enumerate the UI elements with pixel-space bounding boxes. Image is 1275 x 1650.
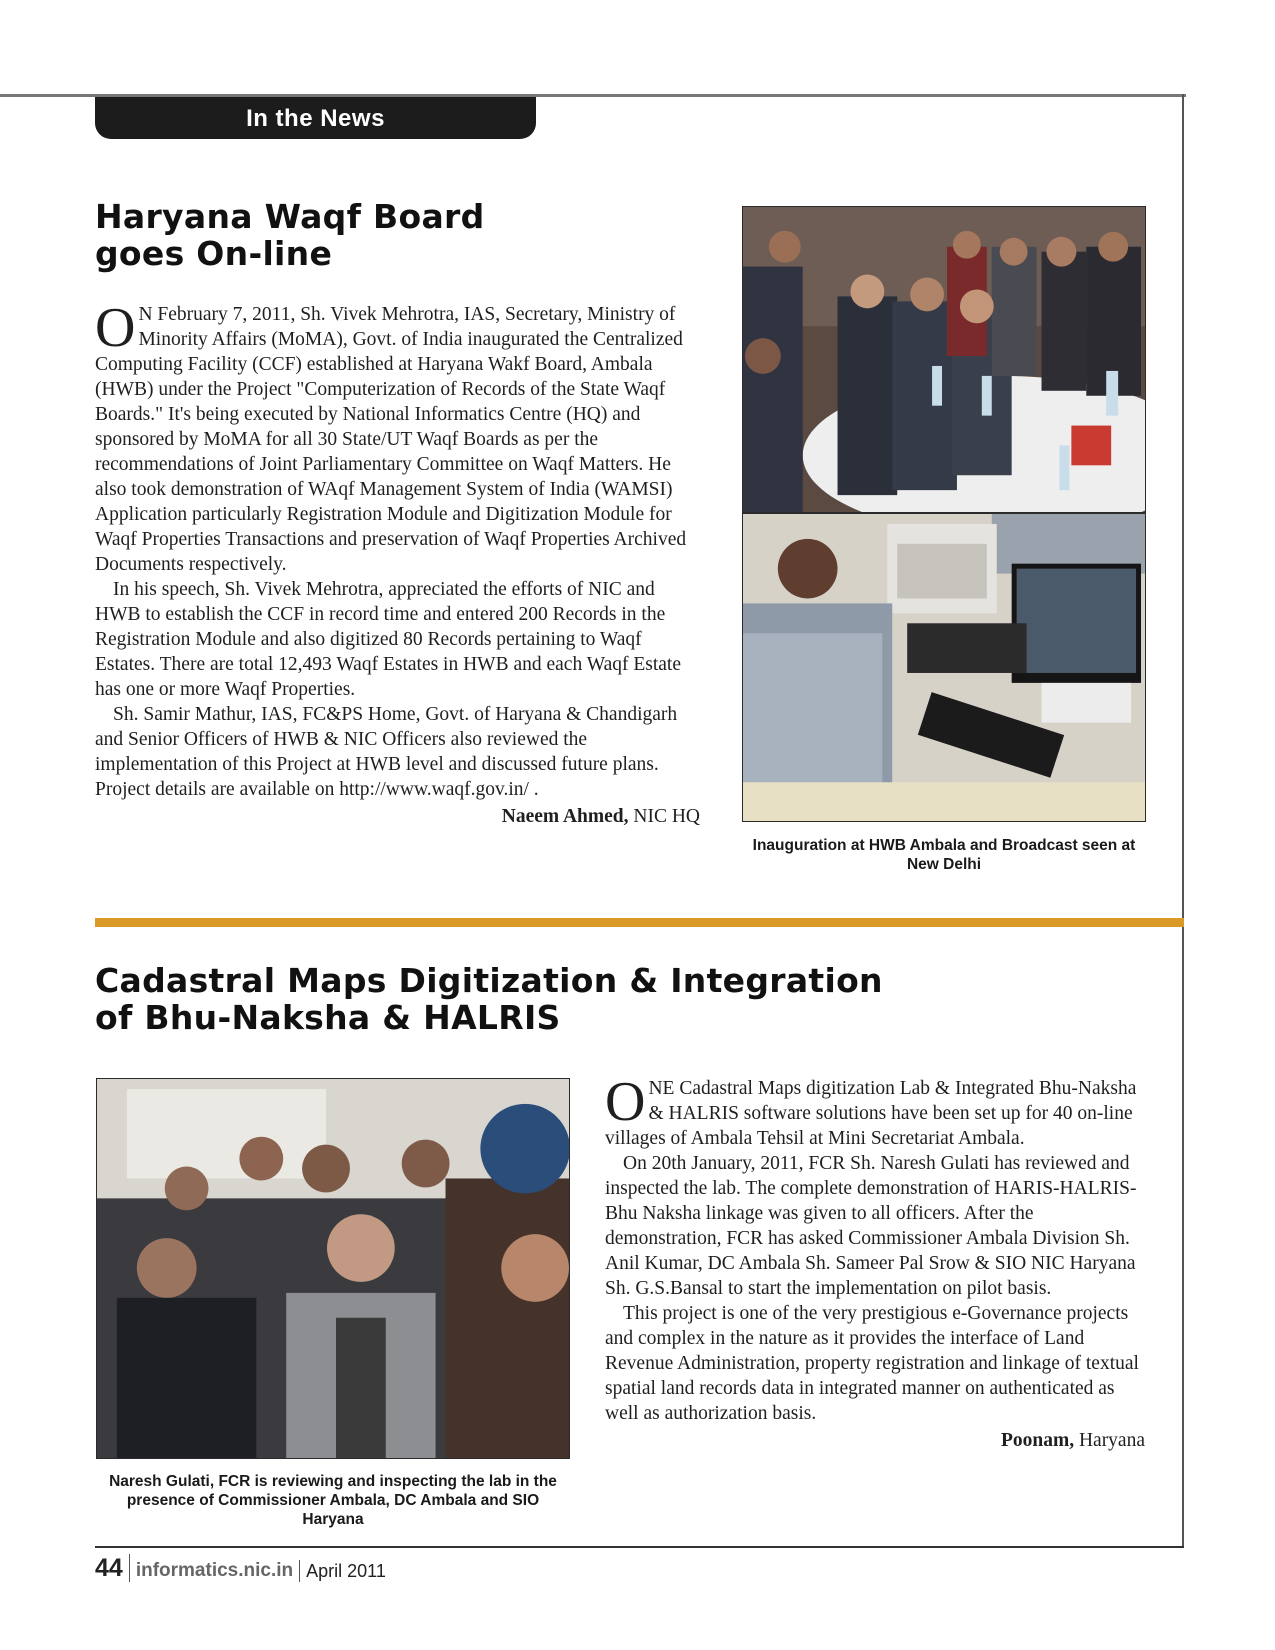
- dropcap: O: [95, 297, 136, 359]
- article-1-title-line-1: Haryana Waqf Board: [95, 197, 485, 236]
- article-1-paragraph-1: [95, 297, 700, 577]
- article-1-title: [95, 198, 695, 272]
- article-2-paragraph-3: This project is one of the very prestigious e-Governance projects and complex in the nature as it provides the interface of Land Revenue Administration, property registration and linkage of textual spatial land records data in integrated manner on authenticated as well as authorization basis.: [605, 1303, 1139, 1424]
- article-2-title: [95, 962, 995, 1036]
- article-1-body: [95, 297, 700, 829]
- article-2-title-line-2: of Bhu-Naksha & HALRIS: [95, 998, 561, 1037]
- lab-inspection-photo: [96, 1078, 570, 1459]
- article-1-paragraph-3: Sh. Samir Mathur, IAS, FC&PS Home, Govt. of Haryana & Chandigarh and Senior Officers of HWB & NIC Officers also reviewed the implementation of this Project at HWB level and discussed future plans. Project details are available on http://www.waqf.gov.in/ .: [95, 704, 678, 800]
- site-link[interactable]: informatics.nic.in: [130, 1560, 300, 1582]
- article-2-body: [605, 1071, 1145, 1453]
- article-2-byline: [605, 1428, 1145, 1453]
- photo-caption-2: Naresh Gulati, FCR is reviewing and inspecting the lab in the presence of Commissioner Ambala, DC Ambala and SIO Haryana: [109, 1473, 557, 1528]
- author-org: NIC HQ: [633, 806, 700, 827]
- right-margin-rule: [1182, 94, 1184, 1548]
- photo-caption-1: Inauguration at HWB Ambala and Broadcast seen at New Delhi: [752, 837, 1136, 873]
- issue-date: April 2011: [306, 1561, 386, 1581]
- author-name: Poonam,: [1000, 1430, 1075, 1451]
- article-2-paragraph-2: On 20th January, 2011, FCR Sh. Naresh Gulati has reviewed and inspected the lab. The complete demonstration of HARIS-HALRIS-Bhu Naksha linkage was given to all officers. After the demonstration, FCR has asked Commissioner Ambala Division Sh. Anil Kumar, DC Ambala Sh. Sameer Pal Srow & SIO NIC Haryana Sh. G.S.Bansal to start the implementation on pilot basis.: [605, 1153, 1137, 1299]
- page-footer: [95, 1552, 386, 1582]
- article-2-paragraph-1-text: NE Cadastral Maps digitization Lab & Integrated Bhu-Naksha & HALRIS software solutions have been set up for 40 on-line villages of Ambala Tehsil at Mini Secretariat Ambala.: [605, 1078, 1137, 1149]
- bottom-rule: [95, 1546, 1184, 1548]
- article-2-title-line-1: Cadastral Maps Digitization & Integration: [95, 961, 883, 1000]
- dropcap: O: [605, 1071, 646, 1133]
- page-number: 44: [95, 1554, 130, 1582]
- article-1-paragraph-2: In his speech, Sh. Vivek Mehrotra, appreciated the efforts of NIC and HWB to establish the CCF in record time and entered 200 Records in the Registration Module and also digitized 80 Records pertaining to Waqf Estates. There are total 12,493 Waqf Estates in HWB and each Waqf Estate has one or more Waqf Properties.: [95, 579, 681, 700]
- section-divider: [95, 918, 1184, 927]
- author-org: Haryana: [1078, 1430, 1145, 1451]
- author-name: Naeem Ahmed,: [501, 806, 629, 827]
- article-2-paragraph-1: [605, 1071, 1145, 1151]
- section-tab: In the News: [95, 97, 536, 139]
- article-1-title-line-2: goes On-line: [95, 234, 333, 273]
- broadcast-photo: [742, 513, 1146, 822]
- article-1-byline: [95, 804, 700, 829]
- inauguration-photo: [742, 206, 1146, 513]
- article-1-paragraph-1-text: N February 7, 2011, Sh. Vivek Mehrotra, IAS, Secretary, Ministry of Minority Affairs (MoMA), Govt. of India inaugurated the Centralized Computing Facility (CCF) established at Haryana Wakf Board, Ambala (HWB) under the Project "Computerization of Records of the State Waqf Boards." It's being executed by National Informatics Centre (HQ) and sponsored by MoMA for all 30 State/UT Waqf Boards as per the recommendations of Joint Parliamentary Committee on Waqf Matters. He also took demonstration of WAqf Management System of India (WAMSI) Application particularly Registration Module and Digitization Module for Waqf Properties Transactions and preservation of Waqf Properties Archived Documents respectively.: [95, 304, 687, 575]
